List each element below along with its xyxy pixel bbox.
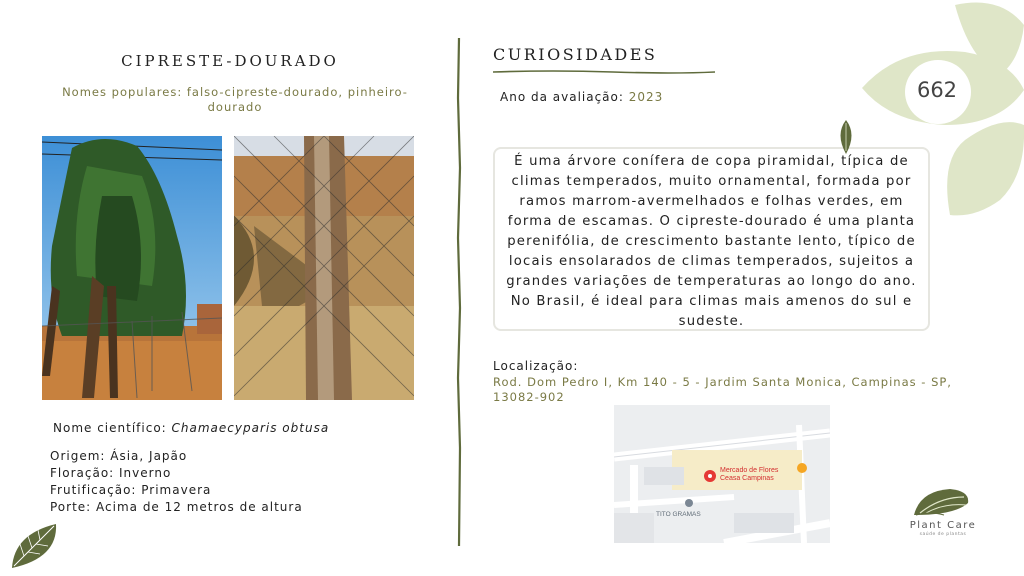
bottom-leaf-icon — [10, 522, 60, 570]
decorative-leaves — [850, 0, 1024, 230]
tree-photo — [42, 136, 222, 400]
page-number-badge: 662 — [916, 78, 958, 102]
year-label: Ano da avaliação: — [500, 90, 629, 104]
location-label: Localização: — [493, 359, 579, 373]
map-marker-line-1: Mercado de Flores — [720, 467, 779, 474]
plant-facts — [50, 448, 303, 516]
description-box: É uma árvore conífera de copa piramidal, típica de climas temperados, muito ornamental, formada por ramos marrom-avermelhados e folhas verdes, em forma de escamas. O cipreste-dourado é uma planta perenifólia, de crescimento bastante lento, típico de locais ensolarados de climas temperados, sujeitos a grandes variações de temperaturas ao longo do ano. No Brasil, é ideal para climas mais amenos do sul e sudeste. — [493, 147, 930, 331]
map-marker-line-2: Ceasa Campinas — [720, 475, 774, 482]
plant-name: CIPRESTE-DOURADO — [121, 52, 339, 70]
fact-size: Porte: Acima de 12 metros de altura — [50, 500, 303, 514]
map-marker-label — [720, 467, 778, 483]
vertical-divider — [455, 38, 463, 546]
scientific-name — [53, 421, 329, 435]
location-map[interactable] — [614, 405, 830, 543]
fact-fruiting: Frutificação: Primavera — [50, 483, 212, 497]
title-underline — [493, 69, 715, 75]
logo-name: Plant Care — [909, 520, 977, 531]
scientific-value: Chamaecyparis obtusa — [171, 421, 330, 435]
logo-tagline: saúde de plantas — [919, 532, 967, 537]
map-poi-label: TITO GRAMAS — [656, 511, 701, 518]
location-address: Rod. Dom Pedro I, Km 140 - 5 - Jardim Santa Monica, Campinas - SP, 13082-902 — [493, 375, 952, 404]
trunk-photo — [234, 136, 414, 400]
evaluation-year — [500, 90, 663, 104]
small-leaf-icon — [837, 120, 855, 154]
fact-flowering: Floração: Inverno — [50, 466, 172, 480]
fact-origin: Origem: Ásia, Japão — [50, 449, 188, 463]
year-value: 2023 — [628, 90, 664, 104]
curiosities-title: CURIOSIDADES — [493, 45, 658, 64]
scientific-label: Nome científico: — [53, 421, 172, 435]
popular-names: Nomes populares: falso-cipreste-dourado, pinheiro-dourado — [62, 85, 408, 114]
